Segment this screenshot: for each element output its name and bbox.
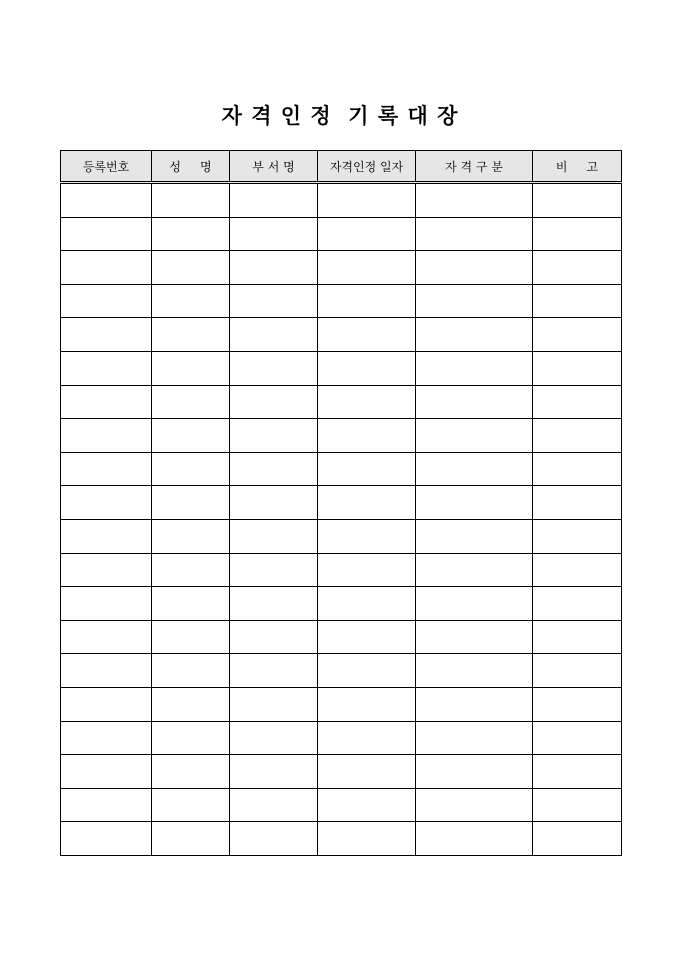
- cell-qualification-type[interactable]: [416, 788, 533, 822]
- table-row: [61, 419, 622, 453]
- cell-name[interactable]: [152, 217, 230, 251]
- table-row: [61, 519, 622, 553]
- cell-name[interactable]: [152, 419, 230, 453]
- cell-certification-date[interactable]: [318, 486, 416, 520]
- cell-qualification-type[interactable]: [416, 687, 533, 721]
- cell-qualification-type[interactable]: [416, 587, 533, 621]
- cell-qualification-type[interactable]: [416, 553, 533, 587]
- cell-registration-number[interactable]: [61, 788, 152, 822]
- cell-name[interactable]: [152, 755, 230, 789]
- cell-name[interactable]: [152, 687, 230, 721]
- cell-name[interactable]: [152, 385, 230, 419]
- cell-name[interactable]: [152, 587, 230, 621]
- cell-department[interactable]: [230, 822, 318, 856]
- table-row: [61, 183, 622, 218]
- cell-registration-number[interactable]: [61, 755, 152, 789]
- table-header: [61, 151, 622, 183]
- cell-qualification-type[interactable]: [416, 721, 533, 755]
- cell-remarks[interactable]: [533, 385, 622, 419]
- cell-remarks[interactable]: [533, 419, 622, 453]
- cell-qualification-type[interactable]: [416, 385, 533, 419]
- cell-name[interactable]: [152, 822, 230, 856]
- cell-department[interactable]: [230, 486, 318, 520]
- cell-department[interactable]: [230, 687, 318, 721]
- table-row: [61, 788, 622, 822]
- cell-remarks[interactable]: [533, 788, 622, 822]
- cell-registration-number[interactable]: [61, 284, 152, 318]
- cell-registration-number[interactable]: [61, 452, 152, 486]
- header-certification-date: 자격인정 일자: [318, 151, 416, 183]
- cell-certification-date[interactable]: [318, 284, 416, 318]
- cell-name[interactable]: [152, 553, 230, 587]
- cell-certification-date[interactable]: [318, 217, 416, 251]
- cell-qualification-type[interactable]: [416, 351, 533, 385]
- cell-remarks[interactable]: [533, 721, 622, 755]
- cell-qualification-type[interactable]: [416, 183, 533, 218]
- cell-department[interactable]: [230, 284, 318, 318]
- table-row: [61, 486, 622, 520]
- cell-name[interactable]: [152, 318, 230, 352]
- cell-certification-date[interactable]: [318, 519, 416, 553]
- cell-remarks[interactable]: [533, 553, 622, 587]
- cell-remarks[interactable]: [533, 687, 622, 721]
- cell-name[interactable]: [152, 351, 230, 385]
- cell-registration-number[interactable]: [61, 587, 152, 621]
- table-row: [61, 251, 622, 285]
- cell-name[interactable]: [152, 284, 230, 318]
- cell-remarks[interactable]: [533, 452, 622, 486]
- header-row: [61, 151, 622, 183]
- cell-certification-date[interactable]: [318, 351, 416, 385]
- cell-department[interactable]: [230, 251, 318, 285]
- cell-qualification-type[interactable]: [416, 755, 533, 789]
- cell-registration-number[interactable]: [61, 553, 152, 587]
- cell-department[interactable]: [230, 620, 318, 654]
- table-row: [61, 620, 622, 654]
- cell-qualification-type[interactable]: [416, 654, 533, 688]
- table-row: [61, 721, 622, 755]
- cell-name[interactable]: [152, 452, 230, 486]
- cell-department[interactable]: [230, 519, 318, 553]
- cell-registration-number[interactable]: [61, 822, 152, 856]
- cell-remarks[interactable]: [533, 318, 622, 352]
- cell-remarks[interactable]: [533, 251, 622, 285]
- cell-remarks[interactable]: [533, 654, 622, 688]
- cell-qualification-type[interactable]: [416, 519, 533, 553]
- cell-certification-date[interactable]: [318, 553, 416, 587]
- table-row: [61, 284, 622, 318]
- cell-certification-date[interactable]: [318, 755, 416, 789]
- cell-registration-number[interactable]: [61, 519, 152, 553]
- cell-registration-number[interactable]: [61, 721, 152, 755]
- cell-department[interactable]: [230, 721, 318, 755]
- cell-name[interactable]: [152, 654, 230, 688]
- cell-department[interactable]: [230, 452, 318, 486]
- cell-name[interactable]: [152, 721, 230, 755]
- cell-department[interactable]: [230, 755, 318, 789]
- table-row: [61, 452, 622, 486]
- cell-registration-number[interactable]: [61, 687, 152, 721]
- cell-registration-number[interactable]: [61, 419, 152, 453]
- cell-remarks[interactable]: [533, 755, 622, 789]
- table-row: [61, 318, 622, 352]
- register-table: [60, 150, 622, 856]
- table-row: [61, 217, 622, 251]
- cell-department[interactable]: [230, 654, 318, 688]
- cell-registration-number[interactable]: [61, 351, 152, 385]
- cell-certification-date[interactable]: [318, 251, 416, 285]
- cell-department[interactable]: [230, 419, 318, 453]
- header-remarks: 비 고: [533, 151, 622, 183]
- cell-remarks[interactable]: [533, 620, 622, 654]
- cell-certification-date[interactable]: [318, 452, 416, 486]
- cell-registration-number[interactable]: [61, 183, 152, 218]
- cell-qualification-type[interactable]: [416, 620, 533, 654]
- cell-certification-date[interactable]: [318, 822, 416, 856]
- cell-department[interactable]: [230, 587, 318, 621]
- header-name: 성 명: [152, 151, 230, 183]
- cell-qualification-type[interactable]: [416, 486, 533, 520]
- cell-registration-number[interactable]: [61, 318, 152, 352]
- cell-registration-number[interactable]: [61, 385, 152, 419]
- header-qualification-type: 자 격 구 분: [416, 151, 533, 183]
- cell-registration-number[interactable]: [61, 620, 152, 654]
- cell-certification-date[interactable]: [318, 419, 416, 453]
- cell-qualification-type[interactable]: [416, 318, 533, 352]
- cell-remarks[interactable]: [533, 587, 622, 621]
- cell-certification-date[interactable]: [318, 620, 416, 654]
- header-registration-number: 등록번호: [61, 151, 152, 183]
- cell-remarks[interactable]: [533, 284, 622, 318]
- cell-remarks[interactable]: [533, 519, 622, 553]
- table-body: [61, 183, 622, 856]
- cell-remarks[interactable]: [533, 183, 622, 218]
- cell-name[interactable]: [152, 251, 230, 285]
- cell-certification-date[interactable]: [318, 318, 416, 352]
- cell-registration-number[interactable]: [61, 486, 152, 520]
- cell-qualification-type[interactable]: [416, 284, 533, 318]
- cell-qualification-type[interactable]: [416, 419, 533, 453]
- table-row: [61, 351, 622, 385]
- table-row: [61, 687, 622, 721]
- table-row: [61, 654, 622, 688]
- cell-certification-date[interactable]: [318, 183, 416, 218]
- cell-qualification-type[interactable]: [416, 822, 533, 856]
- cell-qualification-type[interactable]: [416, 452, 533, 486]
- cell-department[interactable]: [230, 351, 318, 385]
- cell-certification-date[interactable]: [318, 654, 416, 688]
- cell-department[interactable]: [230, 553, 318, 587]
- cell-remarks[interactable]: [533, 217, 622, 251]
- table-row: [61, 755, 622, 789]
- header-department: 부 서 명: [230, 151, 318, 183]
- cell-registration-number[interactable]: [61, 654, 152, 688]
- cell-name[interactable]: [152, 486, 230, 520]
- cell-qualification-type[interactable]: [416, 217, 533, 251]
- table-row: [61, 385, 622, 419]
- cell-department[interactable]: [230, 318, 318, 352]
- cell-certification-date[interactable]: [318, 687, 416, 721]
- cell-certification-date[interactable]: [318, 721, 416, 755]
- cell-registration-number[interactable]: [61, 217, 152, 251]
- cell-remarks[interactable]: [533, 822, 622, 856]
- table-row: [61, 553, 622, 587]
- cell-certification-date[interactable]: [318, 587, 416, 621]
- cell-remarks[interactable]: [533, 486, 622, 520]
- cell-certification-date[interactable]: [318, 788, 416, 822]
- cell-department[interactable]: [230, 788, 318, 822]
- cell-department[interactable]: [230, 183, 318, 218]
- page-title: 자 격 인 정 기 록 대 장: [221, 103, 459, 128]
- cell-certification-date[interactable]: [318, 385, 416, 419]
- cell-registration-number[interactable]: [61, 251, 152, 285]
- cell-name[interactable]: [152, 519, 230, 553]
- cell-qualification-type[interactable]: [416, 251, 533, 285]
- cell-department[interactable]: [230, 385, 318, 419]
- table-row: [61, 822, 622, 856]
- cell-name[interactable]: [152, 620, 230, 654]
- table-row: [61, 587, 622, 621]
- cell-department[interactable]: [230, 217, 318, 251]
- cell-name[interactable]: [152, 788, 230, 822]
- cell-remarks[interactable]: [533, 351, 622, 385]
- cell-name[interactable]: [152, 183, 230, 218]
